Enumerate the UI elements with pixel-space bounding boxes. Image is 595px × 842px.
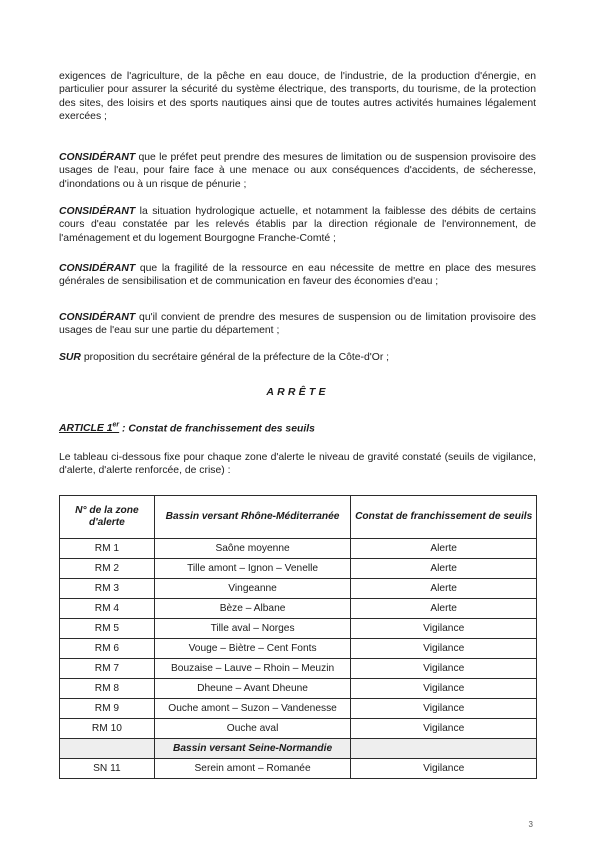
zone-number-cell: RM 1 — [60, 539, 155, 559]
table-row — [60, 679, 537, 699]
considerant-lead: CONSIDÉRANT — [59, 263, 136, 274]
table-intro: Le tableau ci-dessous fixe pour chaque zone d'alerte le niveau de gravité constaté (seuils de vigilance, d'alerte, d'alerte renforcée, de crise) : — [59, 452, 536, 477]
considerant-lead: CONSIDÉRANT — [59, 152, 136, 163]
constat-cell: Vigilance — [351, 659, 537, 679]
constat-cell: Vigilance — [351, 759, 537, 779]
table-row — [60, 559, 537, 579]
bassin-cell: Tille amont – Ignon – Venelle — [154, 559, 351, 579]
bassin-cell: Bèze – Albane — [154, 599, 351, 619]
zone-number-cell: RM 4 — [60, 599, 155, 619]
bassin-cell: Tille aval – Norges — [154, 619, 351, 639]
table-row — [60, 659, 537, 679]
table-row — [60, 619, 537, 639]
paragraph-text: la situation hydrologique actuelle, et notamment la faiblesse des débits de certains cours d'eau constatée par les relevés établis par la direction régionale de l'environnement, de l'aménagement et du logement Bourgogne Franche-Comté ; — [59, 206, 536, 244]
subheader-empty-cell — [351, 739, 537, 759]
arrete-heading: ARRÊTE — [266, 386, 329, 398]
considerant-lead: CONSIDÉRANT — [59, 206, 136, 217]
article-1-title — [59, 422, 315, 434]
constat-cell: Vigilance — [351, 699, 537, 719]
constat-cell: Vigilance — [351, 679, 537, 699]
paragraph-text: que le préfet peut prendre des mesures de limitation ou de suspension provisoire des usages de l'eau, pour faire face à une menace ou aux conséquences d'accidents, de sécheresse, d'inondations ou à un risque de pénurie ; — [59, 152, 536, 190]
paragraph-considerant-2 — [59, 205, 536, 245]
table-header-row — [60, 496, 537, 539]
article-sup: er — [112, 422, 120, 429]
zone-number-cell: RM 5 — [60, 619, 155, 639]
zone-number-cell: RM 3 — [60, 579, 155, 599]
bassin-cell: Serein amont – Romanée — [154, 759, 351, 779]
alert-zones-table — [59, 495, 537, 779]
paragraph-text: que la fragilité de la ressource en eau nécessite de mettre en place des mesures générales de sensibilisation et de communication en faveur des économies d'eau ; — [59, 263, 536, 288]
table-row — [60, 719, 537, 739]
table-row — [60, 639, 537, 659]
constat-cell: Vigilance — [351, 639, 537, 659]
zone-number-cell: SN 11 — [60, 759, 155, 779]
zone-number-cell: RM 2 — [60, 559, 155, 579]
page-number: 3 — [528, 820, 533, 829]
table-row — [60, 579, 537, 599]
subheader-empty-cell — [60, 739, 155, 759]
constat-cell: Vigilance — [351, 619, 537, 639]
considerant-lead: CONSIDÉRANT — [59, 312, 136, 323]
constat-cell: Alerte — [351, 599, 537, 619]
header-constat: Constat de franchissement de seuils — [351, 496, 537, 539]
constat-cell: Vigilance — [351, 719, 537, 739]
bassin-cell: Dheune – Avant Dheune — [154, 679, 351, 699]
header-zone-number: N° de la zone d'alerte — [60, 496, 155, 539]
sur-lead: SUR — [59, 352, 81, 363]
bassin-cell: Ouche amont – Suzon – Vandenesse — [154, 699, 351, 719]
paragraph-considerant-4 — [59, 311, 536, 338]
paragraph-exigences: exigences de l'agriculture, de la pêche en eau douce, de l'industrie, de la production d'énergie, en particulier pour assurer la sécurité du système électrique, des transports, du tourisme, de la protection des sites, des loisirs et des sports nautiques ainsi que de toutes autres activités humaines légalement exercées ; — [59, 71, 536, 123]
zone-number-cell: RM 6 — [60, 639, 155, 659]
paragraph-considerant-1 — [59, 151, 536, 191]
article-label: ARTICLE 1 — [59, 423, 113, 435]
table-row — [60, 599, 537, 619]
table-row — [60, 539, 537, 559]
constat-cell: Alerte — [351, 579, 537, 599]
constat-cell: Alerte — [351, 559, 537, 579]
bassin-cell: Saône moyenne — [154, 539, 351, 559]
table-row — [60, 699, 537, 719]
subheader-bassin: Bassin versant Seine-Normandie — [154, 739, 351, 759]
zone-number-cell: RM 9 — [60, 699, 155, 719]
bassin-cell: Vouge – Biètre – Cent Fonts — [154, 639, 351, 659]
bassin-cell: Bouzaise – Lauve – Rhoin – Meuzin — [154, 659, 351, 679]
article-title-text: : Constat de franchissement des seuils — [119, 423, 315, 435]
constat-cell: Alerte — [351, 539, 537, 559]
paragraph-sur-proposition — [59, 351, 536, 364]
paragraph-text: proposition du secrétaire général de la préfecture de la Côte-d'Or ; — [80, 352, 390, 363]
subheader-row — [60, 739, 537, 759]
zone-number-cell: RM 10 — [60, 719, 155, 739]
header-bassin: Bassin versant Rhône-Méditerranée — [154, 496, 351, 539]
table-row — [60, 759, 537, 779]
paragraph-text: qu'il convient de prendre des mesures de suspension ou de limitation provisoire des usages de l'eau sur une partie du département ; — [59, 312, 536, 337]
zone-number-cell: RM 7 — [60, 659, 155, 679]
bassin-cell: Ouche aval — [154, 719, 351, 739]
paragraph-considerant-3 — [59, 262, 536, 289]
bassin-cell: Vingeanne — [154, 579, 351, 599]
zone-number-cell: RM 8 — [60, 679, 155, 699]
